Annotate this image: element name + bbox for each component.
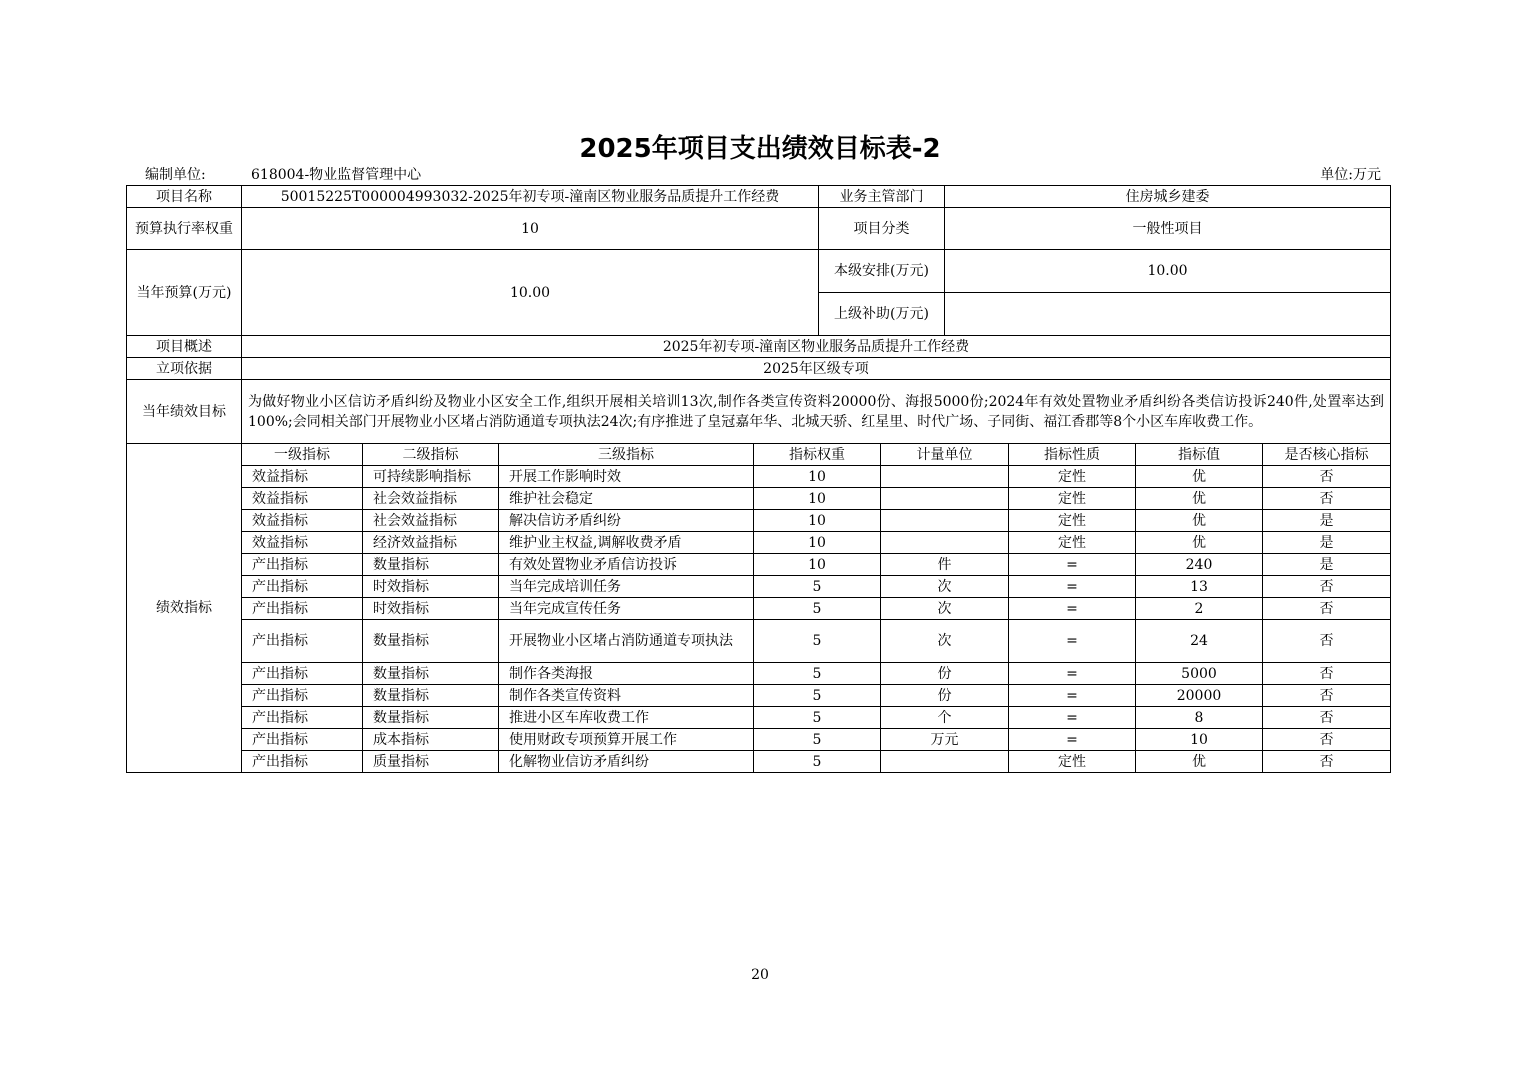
- level3-cell: 维护业主权益,调解收费矛盾: [499, 532, 754, 554]
- unit-cell: 次: [881, 598, 1009, 620]
- table-row: [127, 488, 1391, 510]
- value-cell: 优: [1136, 510, 1263, 532]
- table-row: [127, 685, 1391, 707]
- level1-cell: 产出指标: [242, 751, 363, 773]
- level3-cell: 推进小区车库收费工作: [499, 707, 754, 729]
- org-value: 618004-物业监督管理中心: [251, 167, 422, 183]
- level3-cell: 制作各类海报: [499, 663, 754, 685]
- level1-cell: 效益指标: [242, 466, 363, 488]
- weight-cell: 5: [754, 685, 881, 707]
- core-cell: 否: [1263, 663, 1391, 685]
- value-cell: 2: [1136, 598, 1263, 620]
- level2-cell: 可持续影响指标: [363, 466, 499, 488]
- nature-cell: 定性: [1009, 466, 1136, 488]
- value-header: 指标值: [1136, 444, 1263, 466]
- overview-value: 2025年初专项-潼南区物业服务品质提升工作经费: [242, 336, 1391, 358]
- level3-cell: 解决信访矛盾纠纷: [499, 510, 754, 532]
- level1-cell: 产出指标: [242, 729, 363, 751]
- table-row: [127, 663, 1391, 685]
- unit-cell: [881, 488, 1009, 510]
- org-label: 编制单位:: [145, 167, 206, 183]
- level1-header: 一级指标: [242, 444, 363, 466]
- weight-cell: 10: [754, 488, 881, 510]
- budget-weight-value: 10: [242, 208, 819, 250]
- nature-cell: =: [1009, 576, 1136, 598]
- unit-cell: 件: [881, 554, 1009, 576]
- unit-cell: 份: [881, 685, 1009, 707]
- unit-cell: [881, 510, 1009, 532]
- level1-cell: 效益指标: [242, 532, 363, 554]
- level2-cell: 社会效益指标: [363, 510, 499, 532]
- value-cell: 240: [1136, 554, 1263, 576]
- value-cell: 24: [1136, 620, 1263, 663]
- annual-budget-value: 10.00: [242, 250, 819, 336]
- value-cell: 8: [1136, 707, 1263, 729]
- level2-cell: 社会效益指标: [363, 488, 499, 510]
- indicator-table: [126, 443, 1391, 773]
- table-row: [127, 729, 1391, 751]
- level3-cell: 使用财政专项预算开展工作: [499, 729, 754, 751]
- level2-cell: 数量指标: [363, 554, 499, 576]
- unit-header: 计量单位: [881, 444, 1009, 466]
- unit-cell: 份: [881, 663, 1009, 685]
- value-cell: 优: [1136, 488, 1263, 510]
- value-cell: 优: [1136, 751, 1263, 773]
- value-cell: 优: [1136, 466, 1263, 488]
- goal-value: 为做好物业小区信访矛盾纠纷及物业小区安全工作,组织开展相关培训13次,制作各类宣传资料20000份、海报5000份;2024年有效处置物业矛盾纠纷各类信访投诉240件,处置率达到100%;会同相关部门开展物业小区堵占消防通道专项执法24次;有序推进了皇冠嘉年华、北城天骄、红星里、时代广场、子同街、福江香郡等8个小区车库收费工作。: [242, 380, 1391, 444]
- unit-cell: 次: [881, 576, 1009, 598]
- level3-cell: 有效处置物业矛盾信访投诉: [499, 554, 754, 576]
- nature-cell: =: [1009, 707, 1136, 729]
- level3-cell: 开展物业小区堵占消防通道专项执法: [499, 620, 754, 663]
- unit-cell: [881, 751, 1009, 773]
- category-label: 项目分类: [819, 208, 945, 250]
- page-title: 2025年项目支出绩效目标表-2: [579, 134, 941, 164]
- page-number: 20: [751, 967, 769, 983]
- weight-cell: 5: [754, 751, 881, 773]
- level1-cell: 效益指标: [242, 510, 363, 532]
- budget-weight-label: 预算执行率权重: [127, 208, 242, 250]
- level1-cell: 产出指标: [242, 663, 363, 685]
- table-row: [127, 510, 1391, 532]
- core-cell: 否: [1263, 466, 1391, 488]
- core-cell: 否: [1263, 707, 1391, 729]
- level2-cell: 数量指标: [363, 620, 499, 663]
- level1-cell: 产出指标: [242, 576, 363, 598]
- level2-cell: 质量指标: [363, 751, 499, 773]
- basis-label: 立项依据: [127, 358, 242, 380]
- project-name-label: 项目名称: [127, 186, 242, 208]
- nature-cell: 定性: [1009, 510, 1136, 532]
- dept-label: 业务主管部门: [819, 186, 945, 208]
- weight-cell: 5: [754, 576, 881, 598]
- level2-cell: 数量指标: [363, 663, 499, 685]
- goal-label: 当年绩效目标: [127, 380, 242, 444]
- weight-cell: 5: [754, 620, 881, 663]
- table-row: [127, 751, 1391, 773]
- level1-cell: 效益指标: [242, 488, 363, 510]
- level3-cell: 维护社会稳定: [499, 488, 754, 510]
- level2-cell: 数量指标: [363, 707, 499, 729]
- nature-cell: =: [1009, 663, 1136, 685]
- unit-cell: 万元: [881, 729, 1009, 751]
- value-cell: 5000: [1136, 663, 1263, 685]
- table-meta: [127, 164, 1391, 184]
- table-row: [127, 620, 1391, 663]
- level1-cell: 产出指标: [242, 620, 363, 663]
- upper-funding-value: [945, 293, 1391, 336]
- level1-cell: 产出指标: [242, 685, 363, 707]
- indicator-section-label: 绩效指标: [127, 444, 242, 773]
- nature-cell: =: [1009, 685, 1136, 707]
- unit-cell: [881, 466, 1009, 488]
- level2-cell: 数量指标: [363, 685, 499, 707]
- level3-cell: 制作各类宣传资料: [499, 685, 754, 707]
- value-cell: 13: [1136, 576, 1263, 598]
- table-row: [127, 707, 1391, 729]
- value-cell: 20000: [1136, 685, 1263, 707]
- nature-cell: 定性: [1009, 751, 1136, 773]
- core-cell: 是: [1263, 510, 1391, 532]
- weight-cell: 5: [754, 729, 881, 751]
- core-cell: 否: [1263, 598, 1391, 620]
- local-funding-value: 10.00: [945, 250, 1391, 293]
- nature-cell: =: [1009, 620, 1136, 663]
- nature-cell: 定性: [1009, 532, 1136, 554]
- unit-cell: [881, 532, 1009, 554]
- level3-cell: 化解物业信访矛盾纠纷: [499, 751, 754, 773]
- level3-cell: 当年完成宣传任务: [499, 598, 754, 620]
- nature-cell: =: [1009, 554, 1136, 576]
- core-cell: 否: [1263, 488, 1391, 510]
- weight-cell: 5: [754, 598, 881, 620]
- level2-cell: 经济效益指标: [363, 532, 499, 554]
- weight-header: 指标权重: [754, 444, 881, 466]
- value-cell: 10: [1136, 729, 1263, 751]
- core-cell: 是: [1263, 554, 1391, 576]
- basis-value: 2025年区级专项: [242, 358, 1391, 380]
- core-cell: 否: [1263, 576, 1391, 598]
- table-row: [127, 532, 1391, 554]
- nature-cell: 定性: [1009, 488, 1136, 510]
- level2-cell: 时效指标: [363, 598, 499, 620]
- level3-cell: 当年完成培训任务: [499, 576, 754, 598]
- core-cell: 否: [1263, 685, 1391, 707]
- indicator-header-row: [127, 444, 1391, 466]
- value-cell: 优: [1136, 532, 1263, 554]
- level3-cell: 开展工作影响时效: [499, 466, 754, 488]
- nature-cell: =: [1009, 729, 1136, 751]
- weight-cell: 5: [754, 663, 881, 685]
- project-name-value: 50015225T000004993032-2025年初专项-潼南区物业服务品质提升工作经费: [242, 186, 819, 208]
- local-funding-label: 本级安排(万元): [819, 250, 945, 293]
- core-header: 是否核心指标: [1263, 444, 1391, 466]
- core-cell: 否: [1263, 751, 1391, 773]
- level2-header: 二级指标: [363, 444, 499, 466]
- weight-cell: 10: [754, 466, 881, 488]
- category-value: 一般性项目: [945, 208, 1391, 250]
- level3-header: 三级指标: [499, 444, 754, 466]
- unit-label: 单位:万元: [1320, 167, 1381, 183]
- overview-label: 项目概述: [127, 336, 242, 358]
- level1-cell: 产出指标: [242, 554, 363, 576]
- weight-cell: 10: [754, 554, 881, 576]
- weight-cell: 10: [754, 510, 881, 532]
- core-cell: 是: [1263, 532, 1391, 554]
- table-row: [127, 554, 1391, 576]
- dept-value: 住房城乡建委: [945, 186, 1391, 208]
- annual-budget-label: 当年预算(万元): [127, 250, 242, 336]
- nature-header: 指标性质: [1009, 444, 1136, 466]
- core-cell: 否: [1263, 729, 1391, 751]
- unit-cell: 个: [881, 707, 1009, 729]
- level1-cell: 产出指标: [242, 598, 363, 620]
- table-row: [127, 576, 1391, 598]
- weight-cell: 5: [754, 707, 881, 729]
- upper-funding-label: 上级补助(万元): [819, 293, 945, 336]
- weight-cell: 10: [754, 532, 881, 554]
- level2-cell: 时效指标: [363, 576, 499, 598]
- nature-cell: =: [1009, 598, 1136, 620]
- level2-cell: 成本指标: [363, 729, 499, 751]
- unit-cell: 次: [881, 620, 1009, 663]
- level1-cell: 产出指标: [242, 707, 363, 729]
- project-info-table: [126, 185, 1391, 444]
- table-row: [127, 598, 1391, 620]
- table-row: [127, 466, 1391, 488]
- core-cell: 否: [1263, 620, 1391, 663]
